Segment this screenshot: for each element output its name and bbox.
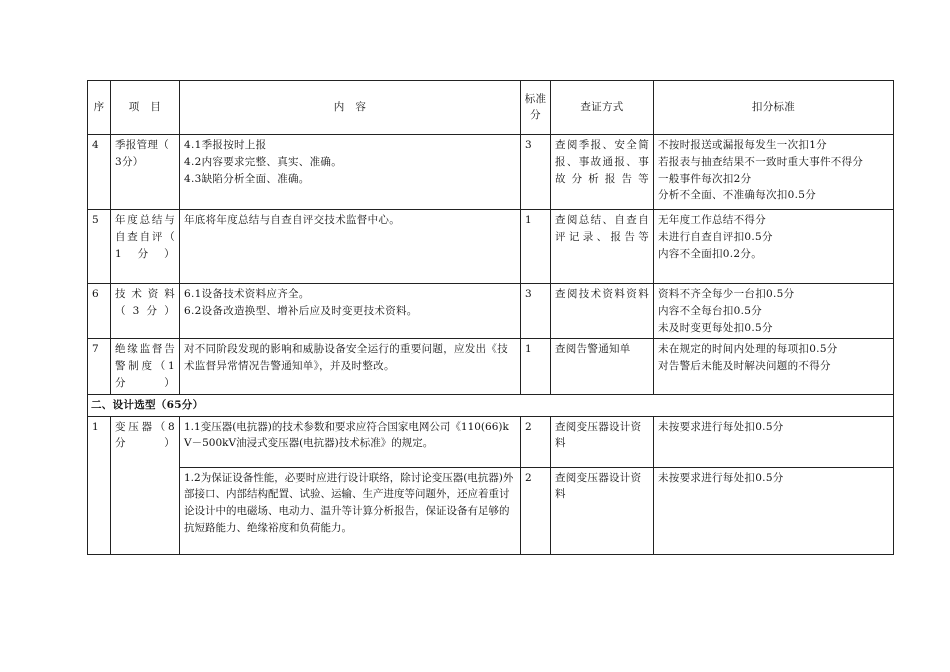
deduction-line: 未及时变更每处扣0.5分 [658,321,773,334]
content-line: 对不同阶段发现的影响和威胁设备安全运行的重要问题，应发出《技术监督异常情况告警通知单》，并及时整改。 [184,343,508,373]
table-row [88,135,894,210]
row-deduction [654,210,894,284]
row-deduction [654,284,894,339]
row-deduction [654,135,894,210]
content-line: 年底将年度总结与自查自评交技术监督中心。 [184,214,400,226]
row-method: 查阅告警通知单 [551,339,654,394]
row-content: 1.1变压器(电抗器)的技术参数和要求应符合国家电网公司《110(66)kV－500kV油浸式变压器(电抗器)技术标准》的规定。 [180,416,521,467]
content-line: 4.2内容要求完整、真实、准确。 [184,155,342,168]
row-item: 变压器（8分） [111,416,180,554]
table-row [88,339,894,394]
content-line: 4.1季报按时上报 [184,139,267,151]
row-item: 年度总结与自查自评（ 1分） [111,210,180,284]
row-deduction: 未按要求进行每处扣0.5分 [654,467,894,554]
row-content [180,284,521,339]
row-score: 2 [521,416,551,467]
content-line: 6.2设备改造换型、增补后应及时变更技术资料。 [184,304,418,317]
deduction-line: 未进行自查自评扣0.5分 [658,230,773,243]
row-method: 查阅总结、自查自评记录、报告等 [551,210,654,284]
header-seq: 序 [88,81,111,135]
row-item: 季报管理（ 3分） [111,135,180,210]
row-seq: 6 [88,284,111,339]
deduction-line: 分析不全面、不准确每次扣0.5分 [658,189,816,202]
table-row [88,467,894,554]
deduction-line: 未在规定的时间内处理的每项扣0.5分 [658,343,838,356]
row-method: 查阅变压器设计资料 [551,467,654,554]
deduction-line: 资料不齐全每少一台扣0.5分 [658,288,795,300]
content-line: 6.1设备技术资料应齐全。 [184,288,310,300]
table-row [88,416,894,467]
deduction-line: 内容不全面扣0.2分。 [658,247,762,260]
section-title: 二、设计选型（65分） [88,394,894,416]
row-deduction [654,339,894,394]
row-deduction: 未按要求进行每处扣0.5分 [654,416,894,467]
inspection-standard-table [87,80,894,555]
row-content [180,339,521,394]
row-method: 查阅季报、安全简报、事故通报、事故分析报告等 [551,135,654,210]
row-score: 3 [521,284,551,339]
row-seq: 5 [88,210,111,284]
row-seq: 4 [88,135,111,210]
deduction-line: 内容不全每台扣0.5分 [658,304,762,317]
table-header-row [88,81,894,135]
row-score: 1 [521,339,551,394]
deduction-line: 无年度工作总结不得分 [658,214,766,226]
section-row [88,394,894,416]
deduction-line: 若报表与抽查结果不一致时重大事件不得分 [658,155,864,168]
deduction-line: 一般事件每次扣2分 [658,172,752,185]
header-deduction: 扣分标准 [654,81,894,135]
deduction-line: 对告警后未能及时解决问题的不得分 [658,360,831,373]
header-item: 项 目 [111,81,180,135]
row-seq: 7 [88,339,111,394]
table-row [88,210,894,284]
header-standard-score: 标准分 [521,81,551,135]
row-score: 1 [521,210,551,284]
header-content: 内 容 [180,81,521,135]
row-method: 查阅技术资料资料 [551,284,654,339]
row-content [180,210,521,284]
deduction-line: 不按时报送或漏报每发生一次扣1分 [658,139,827,151]
table-row [88,284,894,339]
row-item: 技术资料（3分） [111,284,180,339]
row-item: 绝缘监督告警制度（1分） [111,339,180,394]
row-seq: 1 [88,416,111,554]
row-score: 3 [521,135,551,210]
header-verify-method: 查证方式 [551,81,654,135]
row-content: 1.2为保证设备性能，必要时应进行设计联络，除讨论变压器(电抗器)外部接口、内部结构配置、试验、运输、生产进度等问题外，还应着重讨论设计中的电磁场、电动力、温升等计算分析报告，保证设备有足够的抗短路能力、绝缘裕度和负荷能力。 [180,467,521,554]
row-score: 2 [521,467,551,554]
row-content [180,135,521,210]
content-line: 4.3缺陷分析全面、准确。 [184,172,310,185]
row-method: 查阅变压器设计资料 [551,416,654,467]
